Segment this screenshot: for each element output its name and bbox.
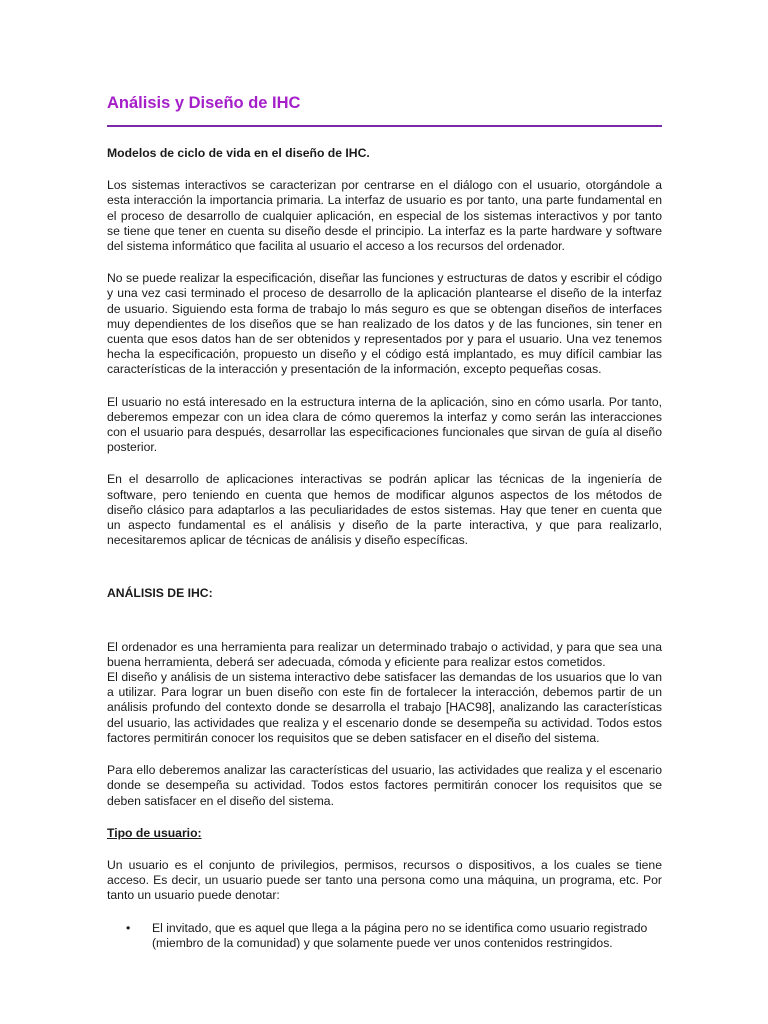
intro-paragraph-3: El usuario no está interesado en la estructura interna de la aplicación, sino en cómo usarla. Por tanto, deberemos empezar con un idea clara de cómo queremos la interfaz y como serán las interacciones con el usuario para después, desarrollar las especificaciones funcionales que sirvan de guía al diseño posterior. xyxy=(107,394,662,455)
document-title: Análisis y Diseño de IHC xyxy=(107,93,662,127)
list-item-text: El invitado, que es aquel que llega a la página pero no se identifica como usuario registrado (miembro de la comunidad) y que solamente puede ver unos contenidos restringidos. xyxy=(152,920,648,950)
document-page xyxy=(107,88,662,951)
intro-paragraph-2: No se puede realizar la especificación, diseñar las funciones y estructuras de datos y escribir el código y una vez casi terminado el proceso de desarrollo de la aplicación plantearse el diseño de la interfaz de usuario. Siguiendo esta forma de trabajo lo más seguro es que se obtengan diseños de interfaces muy dependientes de los diseños que se han realizado de los datos y de las funciones, sin tener en cuenta que esos datos han de ser obtenidos y representados por y para el usuario. Una vez tenemos hecha la especificación, propuesto un diseño y el código está implantado, es muy difícil cambiar las características de la interacción y presentación de la información, excepto pequeñas cosas. xyxy=(107,271,662,377)
user-type-paragraph: Un usuario es el conjunto de privilegios, permisos, recursos o dispositivos, a los cuales se tiene acceso. Es decir, un usuario puede ser tanto una persona como una máquina, un programa, etc. Por tanto un usuario puede denotar: xyxy=(107,857,662,903)
section-heading-analisis: ANÁLISIS DE IHC: xyxy=(107,586,213,601)
document-subtitle: Modelos de ciclo de vida en el diseño de IHC. xyxy=(107,146,370,160)
analysis-paragraph-b: El diseño y análisis de un sistema interactivo debe satisfacer las demandas de los usuarios que lo van a utilizar. Para lograr un buen diseño con este fin de fortalecer la interacción, debemos partir de un análisis profundo del contexto donde se desarrolla el trabajo [HAC98], analizando las características del usuario, las actividades que realiza y el escenario donde se desempeña su actividad. Todos estos factores permitirán conocer los requisitos que se deben satisfacer en el diseño del sistema. xyxy=(107,670,662,745)
analysis-paragraph-a: El ordenador es una herramienta para realizar un determinado trabajo o actividad, y para que sea una buena herramienta, deberá ser adecuada, cómoda y eficiente para realizar estos cometidos. xyxy=(107,639,662,669)
intro-paragraph-4: En el desarrollo de aplicaciones interactivas se podrán aplicar las técnicas de la ingeniería de software, pero teniendo en cuenta que hemos de modificar algunos aspectos de los métodos de diseño clásico para adaptarlos a las peculiaridades de estos sistemas. Hay que tener en cuenta que un aspecto fundamental es el análisis y diseño de la parte interactiva, y que para realizarlo, necesitaremos aplicar de técnicas de análisis y diseño específicas. xyxy=(107,472,662,548)
intro-paragraph-1: Los sistemas interactivos se caracterizan por centrarse en el diálogo con el usuario, otorgándole a esta interacción la importancia primaria. La interfaz de usuario es por tanto, una parte fundamental en el proceso de desarrollo de cualquier aplicación, en especial de los sistemas interactivos y por tanto se tiene que tener en cuenta su diseño desde el principio. La interfaz es la parte hardware y software del sistema informático que facilita al usuario el acceso a los recursos del ordenador. xyxy=(107,178,662,254)
bullet-icon: • xyxy=(126,920,131,935)
user-type-list xyxy=(107,921,662,951)
user-type-heading: Tipo de usuario: xyxy=(107,825,202,840)
list-item xyxy=(107,921,662,951)
analysis-paragraph-c: Para ello deberemos analizar las características del usuario, las actividades que realiza y el escenario donde se desempeña su actividad. Todos estos factores permitirán conocer los requisitos que se deben satisfacer en el diseño del sistema. xyxy=(107,763,662,808)
